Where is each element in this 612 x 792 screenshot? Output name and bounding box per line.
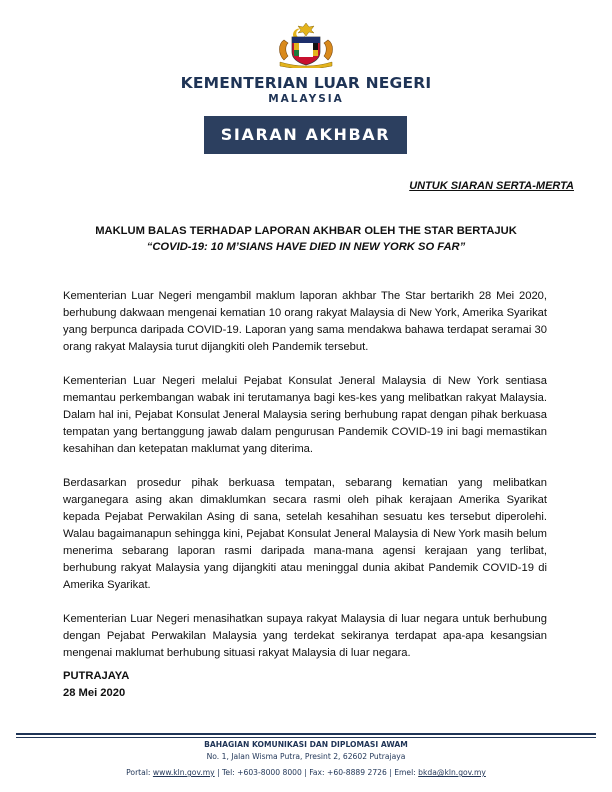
signoff-place: PUTRAJAYA <box>63 670 130 682</box>
footer-phone-fax: | Tel: +603-8000 8000 | Fax: +60-8889 2726 | Emel: <box>214 768 419 777</box>
release-note: UNTUK SIARAN SERTA-MERTA <box>409 180 574 192</box>
body-text <box>63 288 547 679</box>
footer-contact <box>0 768 612 777</box>
footer-division: BAHAGIAN KOMUNIKASI DAN DIPLOMASI AWAM <box>204 740 408 749</box>
paragraph-2: Kementerian Luar Negeri melalui Pejabat Konsulat Jeneral Malaysia di New York sentiasa memantau perkembangan wabak ini terutamanya bagi kes-kes yang melibatkan rakyat Malaysia. Dalam hal ini, Pejabat Konsulat Jeneral Malaysia sering berhubung rapat dengan pihak berkuasa tempatan yang bertanggung jawab dalam pengurusan Pandemik COVID-19 ini bagi memastikan kesahihan dan ketepatan maklumat yang diterima. <box>63 375 547 455</box>
footer-address: No. 1, Jalan Wisma Putra, Presint 2, 62602 Putrajaya <box>206 752 406 761</box>
paragraph-3: Berdasarkan prosedur pihak berkuasa tempatan, sebarang kematian yang melibatkan warganegara asing akan dimaklumkan secara rasmi oleh pihak kerajaan Amerika Syarikat kepada Pejabat Perwakilan Asing di sana, setelah kesahihan sesuatu kes tersebut diperolehi. Walau bagaimanapun sehingga kini, Pejabat Konsulat Jeneral Malaysia di New York masih belum menerima sebarang laporan rasmi daripada mana-mana agensi kerajaan yang terlibat, berhubung rakyat Malaysia yang dijangkiti atau meninggal dunia akibat Pandemik COVID-19 di Amerika Syarikat. <box>63 477 547 591</box>
signoff-date: 28 Mei 2020 <box>63 687 126 699</box>
paragraph-4: Kementerian Luar Negeri menasihatkan supaya rakyat Malaysia di luar negara untuk berhubung dengan Pejabat Perwakilan Malaysia yang terdekat sekiranya terdapat apa-apa kesangsian mengenai maklumat berhubung situasi rakyat Malaysia di luar negara. <box>63 613 547 659</box>
footer-email-link[interactable]: bkda@kln.gov.my <box>418 768 486 777</box>
headline <box>60 223 552 255</box>
paragraph-1: Kementerian Luar Negeri mengambil maklum laporan akhbar The Star bertarikh 28 Mei 2020, berhubung dakwaan mengenai kematian 10 orang rakyat Malaysia di New York, Amerika Syarikat yang berpunca daripada COVID-19. Laporan yang sama mendakwa bahawa terdapat seramai 30 orang rakyat Malaysia turut dijangkiti oleh Pandemik tersebut. <box>63 290 547 353</box>
footer-portal-link[interactable]: www.kln.gov.my <box>152 768 215 777</box>
country-name: MALAYSIA <box>268 93 344 105</box>
headline-line-1: MAKLUM BALAS TERHADAP LAPORAN AKHBAR OLEH THE STAR BERTAJUK <box>95 225 517 237</box>
press-release-banner: SIARAN AKHBAR <box>204 116 407 154</box>
footer-divider <box>16 733 596 737</box>
ministry-name: KEMENTERIAN LUAR NEGERI <box>180 74 432 92</box>
footer-portal-label: Portal: <box>126 768 153 777</box>
signoff <box>63 668 129 702</box>
headline-line-2: “COVID-19: 10 M’SIANS HAVE DIED IN NEW YORK SO FAR” <box>146 241 466 253</box>
malaysia-coat-of-arms-icon <box>272 22 340 68</box>
